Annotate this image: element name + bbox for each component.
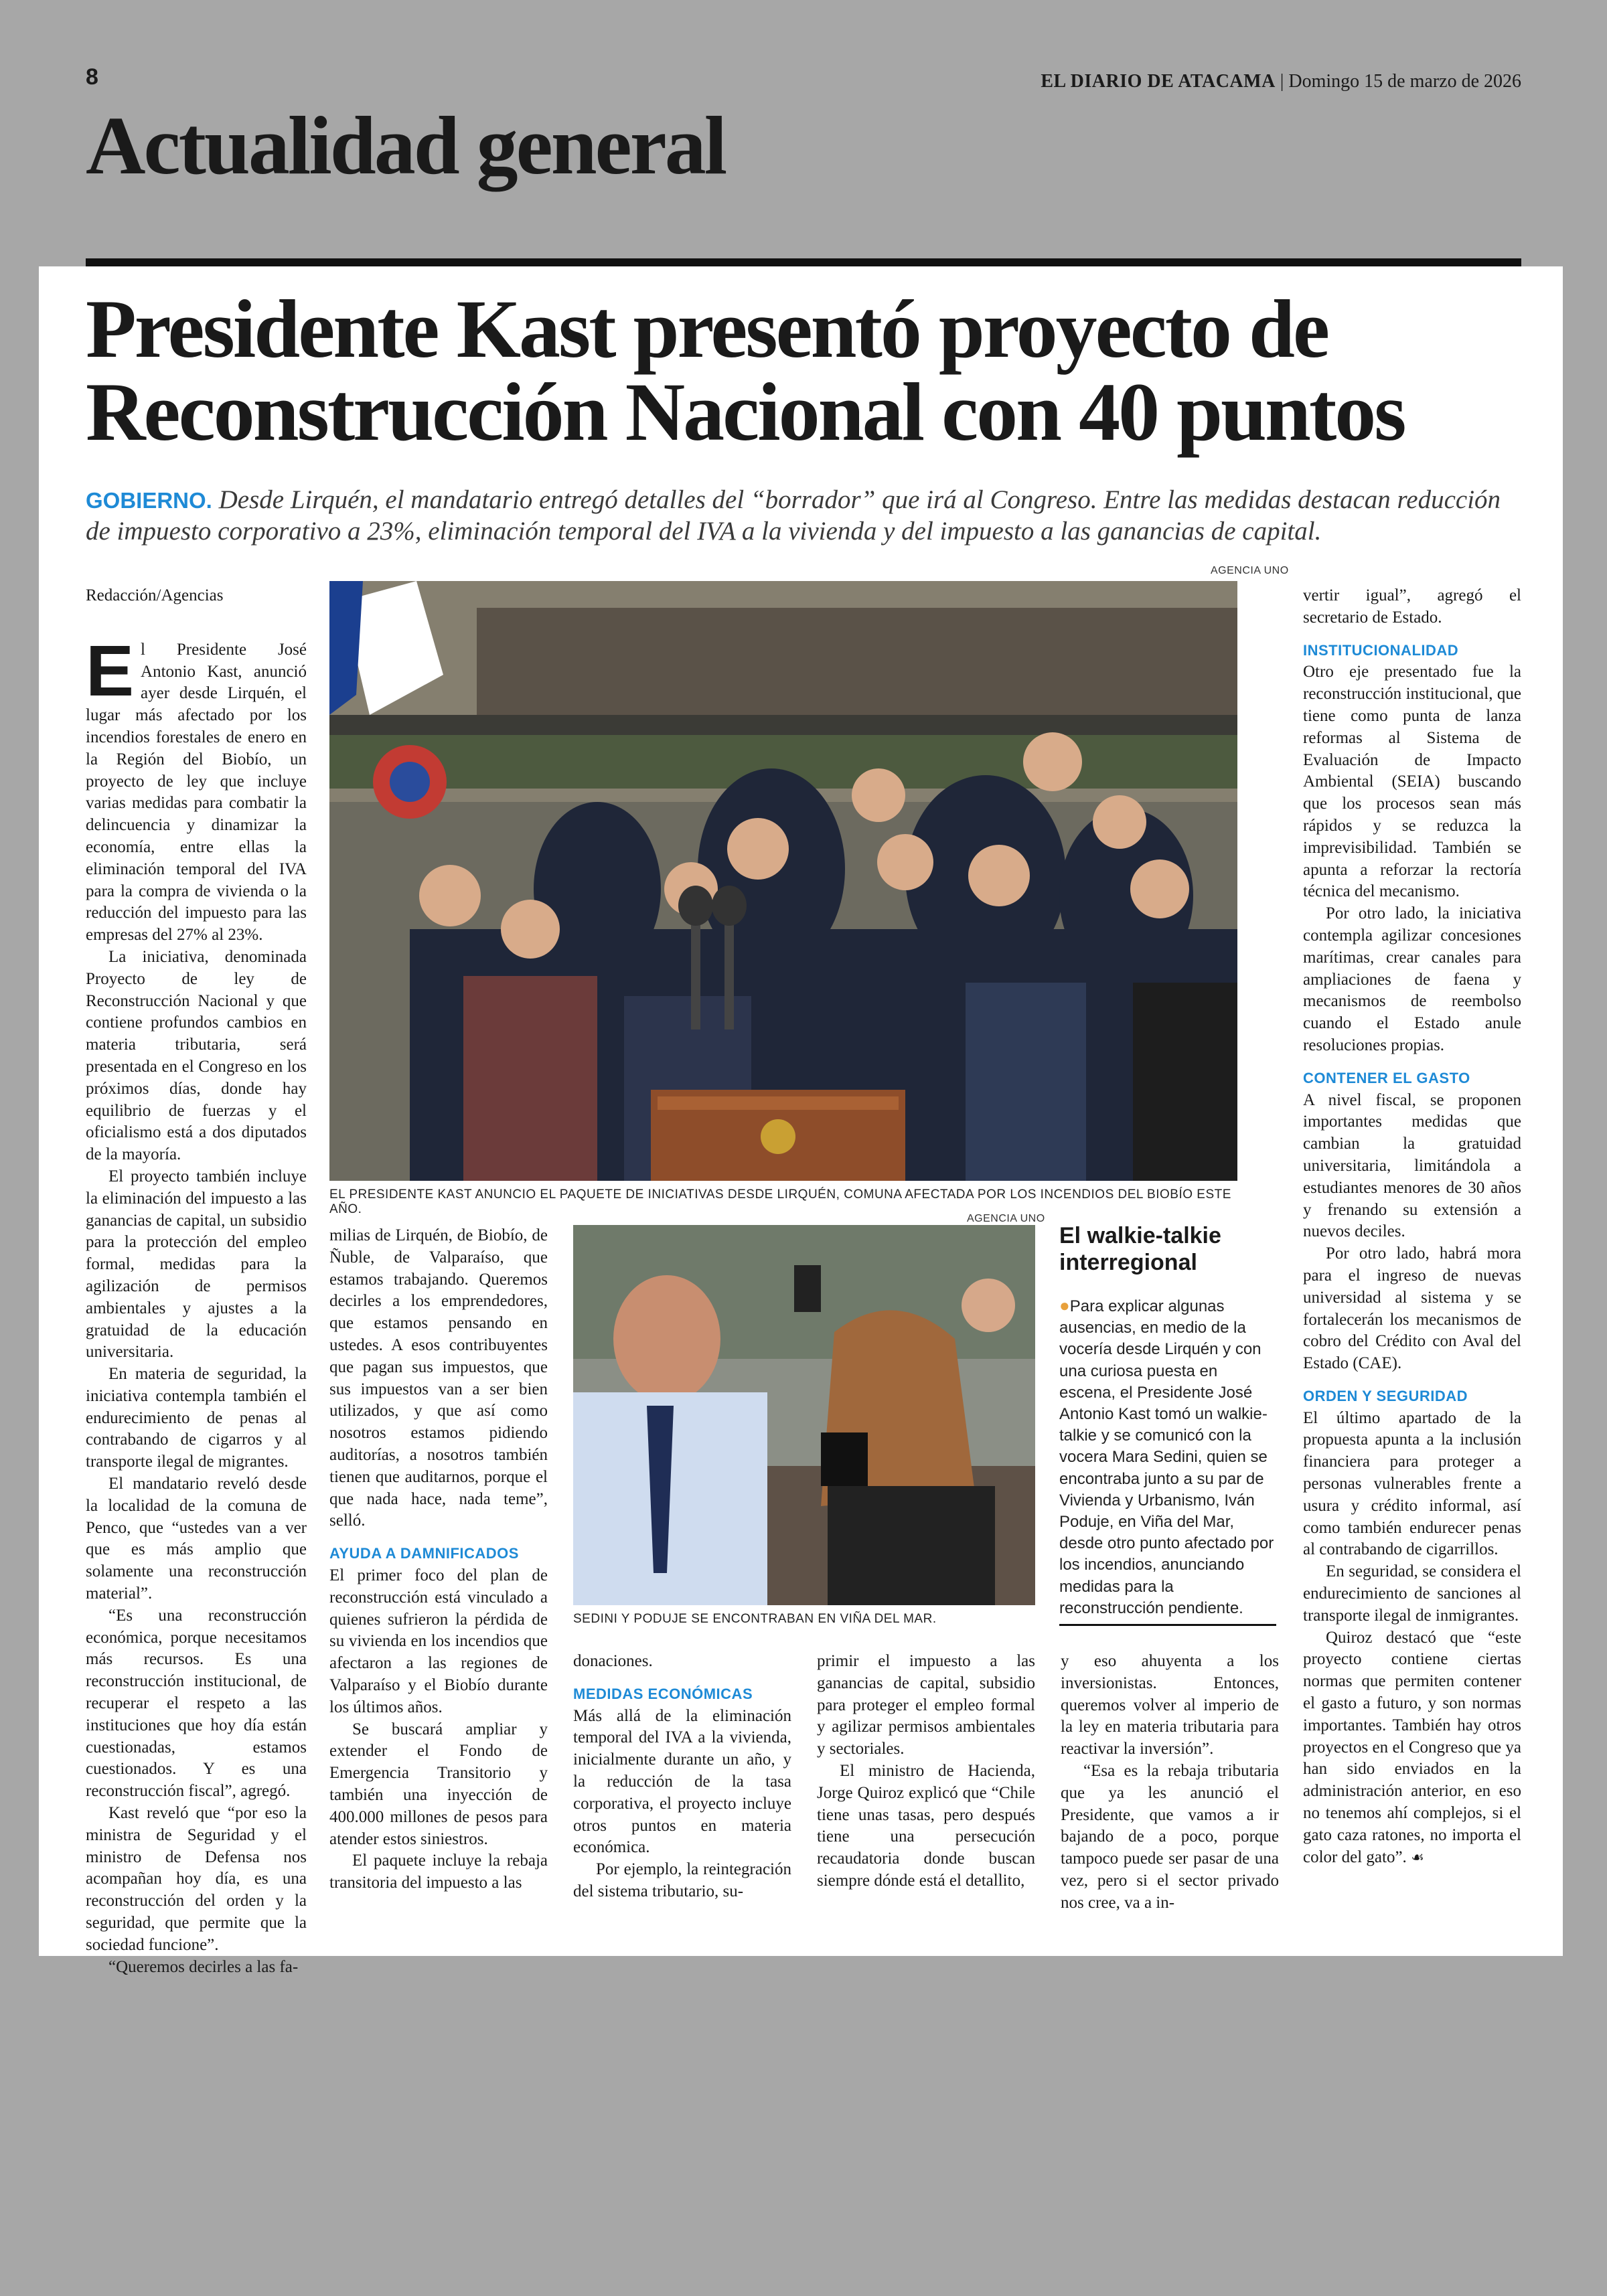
paragraph: “Es una reconstrucción económica, porque necesitamos más recursos. Es una reconstrucción institucional, de recuperar el respeto a las instituciones que hoy día están cuestionadas, estamos cuestionados. Y es una reconstrucción fiscal”, agregó. — [86, 1606, 307, 1801]
end-mark-icon: ☙ — [1411, 1849, 1424, 1866]
subheading-ayuda: AYUDA A DAMNIFICADOS — [329, 1545, 519, 1562]
paragraph: El proyecto también incluye la eliminación del impuesto a las ganancias de capital, un subsidio para la protección del empleo formal, medidas para la agilización de permisos ambientales y ajustes a la gratuidad de la educación universitaria. — [86, 1167, 307, 1362]
sidebar-bottom-rule — [1059, 1624, 1276, 1626]
column-5 — [1061, 1651, 1279, 1914]
drop-cap: E — [86, 629, 135, 711]
second-photo — [573, 1225, 1035, 1605]
paragraph: donaciones. — [573, 1652, 653, 1670]
masthead-line: EL DIARIO DE ATACAMA | Domingo 15 de marzo de 2026 — [1041, 71, 1521, 92]
subheading-orden: ORDEN Y SEGURIDAD — [1303, 1387, 1468, 1404]
column-1 — [86, 585, 307, 1978]
paragraph: vertir igual”, agregó el secretario de Estado. — [1303, 586, 1521, 627]
paragraph: En seguridad, se considera el endurecimiento de sanciones al transporte ilegal de inmigrantes. — [1303, 1562, 1521, 1625]
main-photo-caption: EL PRESIDENTE KAST ANUNCIO EL PAQUETE DE INICIATIVAS DESDE LIRQUÉN, COMUNA AFECTADA POR LOS INCENDIOS DEL BIOBÍO ESTE AÑO. — [329, 1187, 1231, 1216]
sidebar-body — [1059, 1295, 1276, 1619]
subheading-medidas: MEDIDAS ECONÓMICAS — [573, 1685, 753, 1702]
second-photo-caption: SEDINI Y PODUJE SE ENCONTRABAN EN VIÑA DEL MAR. — [573, 1612, 937, 1626]
paragraph: primir el impuesto a las ganancias de capital, subsidio para proteger el empleo formal y agilizar permisos ambientales y sectoriales. — [817, 1652, 1035, 1758]
subheading-institucionalidad: INSTITUCIONALIDAD — [1303, 641, 1459, 659]
paragraph: “Queremos decirles a las fa- — [108, 1957, 299, 1976]
paragraph: Por ejemplo, la reintegración del sistema tributario, su- — [573, 1860, 791, 1900]
paragraph: La iniciativa, denominada Proyecto de ley de Reconstrucción Nacional y que contiene profundos cambios en materia tributaria, será presentada en el Congreso en los próximos días, donde hay equilibrio de fuerzas y el oficialismo está a dos diputados de la mayoría. — [86, 947, 307, 1164]
article-headline — [86, 283, 1525, 458]
bullet-icon: ● — [1059, 1295, 1070, 1315]
top-rule — [86, 258, 1521, 266]
paragraph: “Esa es la rebaja tributaria que ya les anunció el Presidente, que vamos a ir bajando de a poco, porque tampoco puede ser pasar de una vez, pero si el sector privado nos cree, va a in- — [1061, 1761, 1279, 1912]
column-4 — [817, 1651, 1035, 1892]
kicker: GOBIERNO. — [86, 488, 212, 513]
paragraph: Kast reveló que “por eso la ministra de Seguridad y el ministro de Defensa nos acompañan hoy día, es una reconstrucción del orden y la seguridad, que permite que la sociedad funcione”. — [86, 1804, 307, 1954]
second-photo-illustration — [573, 1225, 1035, 1605]
paragraph — [86, 629, 307, 947]
issue-date: Domingo 15 de marzo de 2026 — [1288, 71, 1521, 92]
section-title: Actualidad general — [86, 100, 726, 191]
paragraph: Por otro lado, habrá mora para el ingreso de nuevas universidad al sistema y se fortalecerán los mecanismos de cobro del Crédito con Aval del Estado (CAE). — [1303, 1244, 1521, 1373]
article-subhead — [86, 485, 1525, 548]
paragraph: milias de Lirquén, de Biobío, de Ñuble, de Valparaíso, que estamos trabajando. Queremos decirles a los emprendedores, que estamos pensando en ustedes. A esos contribuyentes que pagan sus impuestos, que sus impuestos van a ser bien utilizados, y que así como nosotros estamos pidiendo auditorías, a nosotros también tienen que auditarnos, porque el que nada hace, nada teme”, selló. — [329, 1226, 548, 1530]
column-3 — [573, 1651, 791, 1903]
paragraph: Por otro lado, la iniciativa contempla agilizar concesiones marítimas, crear canales para ampliaciones de faena y mecanismos de reembolso cuando el Estado anule resoluciones propias. — [1303, 904, 1521, 1054]
publication-name: EL DIARIO DE ATACAMA — [1041, 71, 1276, 92]
page-number: 8 — [86, 64, 98, 90]
paragraph: Se buscará ampliar y extender el Fondo de Emergencia Transitorio y también una inyección de 400.000 millones de pesos para atender estos siniestros. — [329, 1720, 548, 1848]
paragraph: El paquete incluye la rebaja transitoria del impuesto a las — [329, 1852, 548, 1892]
paragraph: Otro eje presentado fue la reconstrucción institucional, que tiene como punta de lanza reformas al Sistema de Evaluación de Impacto Ambiental (SEIA) buscando que los procesos sean más rápidos y se reduzca la imprevisibilidad. También se apunta a reforzar la rectoría técnica del mecanismo. — [1303, 663, 1521, 901]
photo-credit-second: AGENCIA UNO — [967, 1213, 1045, 1224]
sidebar-text: Para explicar algunas ausencias, en medio de la vocería desde Lirquén y con una curiosa puesta en escena, el Presidente José Antonio Kast tomó un walkie-talkie y se comunicó con la vocera Mara Sedini, quien se encontraba junto a su par de Vivienda y Urbanismo, Iván Poduje, en Viña del Mar, desde otro punto afectado por los incendios, anunciando medidas para la reconstrucción pendiente. — [1059, 1297, 1274, 1617]
main-photo — [329, 581, 1237, 1181]
headline-line-1: Presidente Kast presentó proyecto de — [86, 283, 1328, 375]
photo-credit-main: AGENCIA UNO — [1211, 565, 1289, 576]
paragraph: El mandatario reveló desde la localidad de la comuna de Penco, que “ustedes van a ver que es más amplio que solamente una reconstrucción material”. — [86, 1475, 307, 1603]
column-2 — [329, 1225, 548, 1894]
paragraph: El primer foco del plan de reconstrucción está vinculado a quienes sufrieron la pérdida de su vivienda en los incendios que afectaron a las regiones de Valparaíso y el Biobío durante los últimos años. — [329, 1566, 548, 1716]
paragraph: El último apartado de la propuesta apunta a la inclusión financiera para proteger a personas vulnerables frente a usura y crédito informal, así como también endurecer penas al contrabando de cigarrillos. — [1303, 1408, 1521, 1559]
column-6 — [1303, 585, 1521, 1869]
paragraph-text: Quiroz destacó que “este proyecto contiene ciertas normas que permiten contener el gasto a futuro, y son normas importantes. También hay otros proyectos en el Congreso que ya han sido enviados en la administración anterior, en eso no tenemos ahí complejos, si el gato caza ratones, no importa el color del gato”. — [1303, 1628, 1521, 1866]
subhead-text: Desde Lirquén, el mandatario entregó detalles del “borrador” que irá al Congreso. Entre las medidas destacan reducción de impuesto corporativo a 23%, eliminación temporal del IVA a la vivienda y del impuesto a las ganancias de capital. — [86, 485, 1501, 546]
subheading-gasto: CONTENER EL GASTO — [1303, 1069, 1470, 1086]
paragraph: A nivel fiscal, se proponen importantes medidas que cambian la gratuidad universitaria, limitándola a estudiantes menores de 30 años y frenando su extensión a nuevos deciles. — [1303, 1090, 1521, 1241]
paragraph: Más allá de la eliminación temporal del IVA a la vivienda, inicialmente durante un año, y la reducción de la tasa corporativa, el proyecto incluye otros puntos en materia económica. — [573, 1706, 791, 1857]
paragraph: y eso ahuyenta a los inversionistas. Entonces, queremos volver al imperio de la ley en materia tributaria para reactivar la inversión”. — [1061, 1652, 1279, 1758]
headline-line-2: Reconstrucción Nacional con 40 puntos — [86, 366, 1405, 458]
byline: Redacción/Agencias — [86, 586, 224, 604]
paragraph-text: l Presidente José Antonio Kast, anunció ayer desde Lirquén, el lugar más afectado por los incendios forestales de enero en la Región del Biobío, un proyecto de ley que incluye varias medidas para combatir la delincuencia y dinamizar la economía, entre ellas la eliminación temporal del IVA para la compra de vivienda o la reducción del impuesto para las empresas del 27% al 23%. — [86, 640, 307, 945]
main-photo-illustration — [329, 581, 1237, 1181]
paragraph: En materia de seguridad, la iniciativa contempla también el endurecimiento de penas al contrabando de cigarros y al transporte ilegal de migrantes. — [86, 1365, 307, 1471]
paragraph — [1303, 1627, 1521, 1870]
paragraph: El ministro de Hacienda, Jorge Quiroz explicó que “Chile tiene unas tasas, pero después tiene una persecución recaudatoria donde buscan siempre dónde está el detallito, — [817, 1761, 1035, 1890]
sidebar-title: El walkie-talkie interregional — [1059, 1223, 1221, 1275]
